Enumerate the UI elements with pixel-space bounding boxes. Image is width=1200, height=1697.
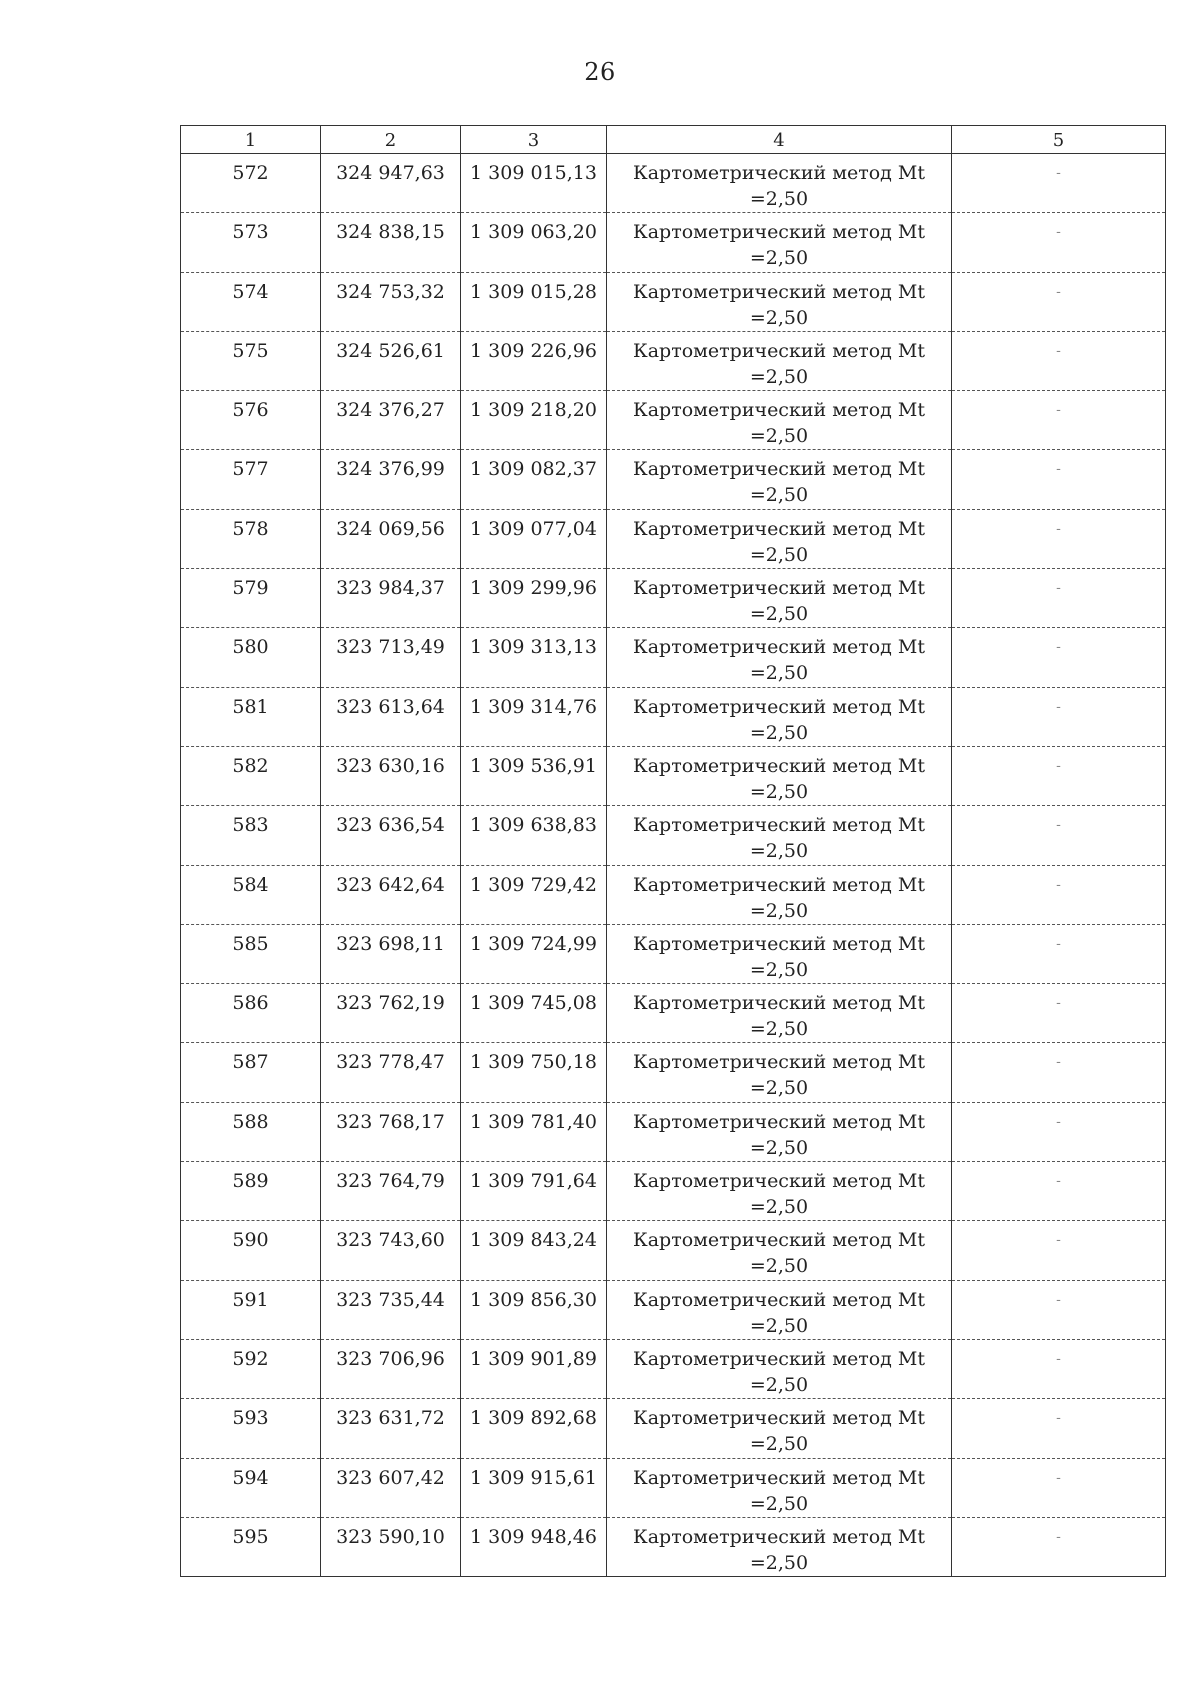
method-cell — [607, 1221, 952, 1280]
y-coordinate-cell: 1 309 781,40 — [461, 1102, 607, 1161]
method-text: Картометрический метод Mt — [633, 814, 925, 837]
x-coordinate-cell: 323 713,49 — [321, 628, 461, 687]
point-number-cell: 578 — [181, 509, 321, 568]
y-coordinate-cell: 1 309 745,08 — [461, 984, 607, 1043]
accuracy-value: =2,50 — [749, 425, 809, 448]
accuracy-value: =2,50 — [749, 958, 809, 981]
x-coordinate-cell: 323 607,42 — [321, 1458, 461, 1517]
remark-cell: - — [952, 1102, 1166, 1161]
method-cell — [607, 1339, 952, 1398]
accuracy-value: =2,50 — [749, 603, 809, 626]
remark-cell: - — [952, 331, 1166, 390]
remark-cell: - — [952, 391, 1166, 450]
method-text: Картометрический метод Mt — [633, 1110, 925, 1133]
method-cell — [607, 1102, 952, 1161]
point-number-cell: 583 — [181, 806, 321, 865]
remark-cell: - — [952, 1399, 1166, 1458]
method-text: Картометрический метод Mt — [633, 754, 925, 777]
method-cell — [607, 213, 952, 272]
accuracy-value: =2,50 — [749, 840, 809, 863]
y-coordinate-cell: 1 309 015,28 — [461, 272, 607, 331]
method-cell — [607, 746, 952, 805]
accuracy-value: =2,50 — [749, 1018, 809, 1041]
accuracy-value: =2,50 — [749, 1373, 809, 1396]
y-coordinate-cell: 1 309 063,20 — [461, 213, 607, 272]
y-coordinate-cell: 1 309 226,96 — [461, 331, 607, 390]
remark-cell: - — [952, 865, 1166, 924]
y-coordinate-cell: 1 309 724,99 — [461, 924, 607, 983]
point-number-cell: 594 — [181, 1458, 321, 1517]
method-cell — [607, 1399, 952, 1458]
x-coordinate-cell: 323 778,47 — [321, 1043, 461, 1102]
point-number-cell: 592 — [181, 1339, 321, 1398]
x-coordinate-cell: 323 636,54 — [321, 806, 461, 865]
x-coordinate-cell: 323 590,10 — [321, 1517, 461, 1576]
method-text: Картометрический метод Mt — [633, 1347, 925, 1370]
x-coordinate-cell: 323 630,16 — [321, 746, 461, 805]
method-cell — [607, 984, 952, 1043]
point-number-cell: 576 — [181, 391, 321, 450]
remark-cell: - — [952, 1280, 1166, 1339]
method-cell — [607, 806, 952, 865]
point-number-cell: 579 — [181, 569, 321, 628]
method-cell — [607, 272, 952, 331]
y-coordinate-cell: 1 309 638,83 — [461, 806, 607, 865]
x-coordinate-cell: 323 631,72 — [321, 1399, 461, 1458]
table-row — [181, 1102, 1166, 1161]
accuracy-value: =2,50 — [749, 484, 809, 507]
method-cell — [607, 450, 952, 509]
y-coordinate-cell: 1 309 536,91 — [461, 746, 607, 805]
accuracy-value: =2,50 — [749, 662, 809, 685]
method-text: Картометрический метод Mt — [633, 339, 925, 362]
table-row — [181, 331, 1166, 390]
accuracy-value: =2,50 — [749, 365, 809, 388]
table-row — [181, 924, 1166, 983]
remark-cell: - — [952, 1458, 1166, 1517]
remark-cell: - — [952, 1162, 1166, 1221]
accuracy-value: =2,50 — [749, 306, 809, 329]
y-coordinate-cell: 1 309 082,37 — [461, 450, 607, 509]
point-number-cell: 581 — [181, 687, 321, 746]
y-coordinate-cell: 1 309 892,68 — [461, 1399, 607, 1458]
point-number-cell: 572 — [181, 154, 321, 213]
method-text: Картометрический метод Mt — [633, 1170, 925, 1193]
method-cell — [607, 1043, 952, 1102]
accuracy-value: =2,50 — [749, 1255, 809, 1278]
coordinates-table — [180, 125, 1166, 1577]
remark-cell: - — [952, 1339, 1166, 1398]
y-coordinate-cell: 1 309 948,46 — [461, 1517, 607, 1576]
method-text: Картометрический метод Mt — [633, 1229, 925, 1252]
remark-cell: - — [952, 213, 1166, 272]
x-coordinate-cell: 323 642,64 — [321, 865, 461, 924]
x-coordinate-cell: 323 768,17 — [321, 1102, 461, 1161]
point-number-cell: 580 — [181, 628, 321, 687]
table-row — [181, 391, 1166, 450]
accuracy-value: =2,50 — [749, 1077, 809, 1100]
table-row — [181, 628, 1166, 687]
method-cell — [607, 569, 952, 628]
table-row — [181, 746, 1166, 805]
y-coordinate-cell: 1 309 218,20 — [461, 391, 607, 450]
table-row — [181, 865, 1166, 924]
x-coordinate-cell: 323 984,37 — [321, 569, 461, 628]
method-cell — [607, 1162, 952, 1221]
method-text: Картометрический метод Mt — [633, 992, 925, 1015]
accuracy-value: =2,50 — [749, 1314, 809, 1337]
accuracy-value: =2,50 — [749, 247, 809, 270]
method-cell — [607, 687, 952, 746]
method-text: Картометрический метод Mt — [633, 695, 925, 718]
method-cell — [607, 1517, 952, 1576]
y-coordinate-cell: 1 309 750,18 — [461, 1043, 607, 1102]
table-row — [181, 272, 1166, 331]
method-cell — [607, 865, 952, 924]
point-number-cell: 584 — [181, 865, 321, 924]
method-text: Картометрический метод Mt — [633, 636, 925, 659]
point-number-cell: 573 — [181, 213, 321, 272]
table-row — [181, 509, 1166, 568]
x-coordinate-cell: 323 735,44 — [321, 1280, 461, 1339]
method-text: Картометрический метод Mt — [633, 458, 925, 481]
point-number-cell: 574 — [181, 272, 321, 331]
accuracy-value: =2,50 — [749, 721, 809, 744]
method-cell — [607, 331, 952, 390]
point-number-cell: 591 — [181, 1280, 321, 1339]
method-text: Картометрический метод Mt — [633, 1466, 925, 1489]
accuracy-value: =2,50 — [749, 1136, 809, 1159]
table-row — [181, 1162, 1166, 1221]
remark-cell: - — [952, 1043, 1166, 1102]
table-row — [181, 1339, 1166, 1398]
remark-cell: - — [952, 687, 1166, 746]
x-coordinate-cell: 323 698,11 — [321, 924, 461, 983]
x-coordinate-cell: 324 947,63 — [321, 154, 461, 213]
point-number-cell: 593 — [181, 1399, 321, 1458]
column-header-4: 4 — [607, 126, 952, 154]
accuracy-value: =2,50 — [749, 543, 809, 566]
page-number: 26 — [584, 58, 616, 86]
remark-cell: - — [952, 924, 1166, 983]
y-coordinate-cell: 1 309 915,61 — [461, 1458, 607, 1517]
table-row — [181, 569, 1166, 628]
table-row — [181, 1399, 1166, 1458]
point-number-cell: 590 — [181, 1221, 321, 1280]
accuracy-value: =2,50 — [749, 899, 809, 922]
method-text: Картометрический метод Mt — [633, 1051, 925, 1074]
accuracy-value: =2,50 — [749, 1433, 809, 1456]
remark-cell: - — [952, 569, 1166, 628]
table-row — [181, 687, 1166, 746]
x-coordinate-cell: 324 526,61 — [321, 331, 461, 390]
column-header-1: 1 — [181, 126, 321, 154]
point-number-cell: 586 — [181, 984, 321, 1043]
table-row — [181, 1280, 1166, 1339]
method-cell — [607, 1280, 952, 1339]
accuracy-value: =2,50 — [749, 1492, 809, 1515]
y-coordinate-cell: 1 309 729,42 — [461, 865, 607, 924]
remark-cell: - — [952, 746, 1166, 805]
x-coordinate-cell: 323 764,79 — [321, 1162, 461, 1221]
y-coordinate-cell: 1 309 077,04 — [461, 509, 607, 568]
table-row — [181, 806, 1166, 865]
point-number-cell: 585 — [181, 924, 321, 983]
table-body — [181, 154, 1166, 1577]
y-coordinate-cell: 1 309 843,24 — [461, 1221, 607, 1280]
x-coordinate-cell: 323 706,96 — [321, 1339, 461, 1398]
column-header-2: 2 — [321, 126, 461, 154]
table-header-row — [181, 126, 1166, 154]
y-coordinate-cell: 1 309 299,96 — [461, 569, 607, 628]
method-text: Картометрический метод Mt — [633, 221, 925, 244]
table-row — [181, 154, 1166, 213]
y-coordinate-cell: 1 309 901,89 — [461, 1339, 607, 1398]
method-cell — [607, 1458, 952, 1517]
remark-cell: - — [952, 1517, 1166, 1576]
x-coordinate-cell: 324 069,56 — [321, 509, 461, 568]
remark-cell: - — [952, 272, 1166, 331]
remark-cell: - — [952, 1221, 1166, 1280]
x-coordinate-cell: 324 753,32 — [321, 272, 461, 331]
table-row — [181, 984, 1166, 1043]
method-text: Картометрический метод Mt — [633, 1525, 925, 1548]
method-text: Картометрический метод Mt — [633, 1407, 925, 1430]
method-cell — [607, 628, 952, 687]
x-coordinate-cell: 324 376,99 — [321, 450, 461, 509]
y-coordinate-cell: 1 309 313,13 — [461, 628, 607, 687]
method-text: Картометрический метод Mt — [633, 280, 925, 303]
point-number-cell: 575 — [181, 331, 321, 390]
accuracy-value: =2,50 — [749, 780, 809, 803]
y-coordinate-cell: 1 309 015,13 — [461, 154, 607, 213]
method-cell — [607, 924, 952, 983]
y-coordinate-cell: 1 309 791,64 — [461, 1162, 607, 1221]
method-text: Картометрический метод Mt — [633, 932, 925, 955]
point-number-cell: 582 — [181, 746, 321, 805]
y-coordinate-cell: 1 309 314,76 — [461, 687, 607, 746]
x-coordinate-cell: 324 376,27 — [321, 391, 461, 450]
method-text: Картометрический метод Mt — [633, 1288, 925, 1311]
table-row — [181, 450, 1166, 509]
method-text: Картометрический метод Mt — [633, 517, 925, 540]
accuracy-value: =2,50 — [749, 1551, 809, 1574]
remark-cell: - — [952, 984, 1166, 1043]
point-number-cell: 587 — [181, 1043, 321, 1102]
point-number-cell: 595 — [181, 1517, 321, 1576]
table-row — [181, 1221, 1166, 1280]
point-number-cell: 589 — [181, 1162, 321, 1221]
remark-cell: - — [952, 450, 1166, 509]
y-coordinate-cell: 1 309 856,30 — [461, 1280, 607, 1339]
table-row — [181, 1043, 1166, 1102]
x-coordinate-cell: 324 838,15 — [321, 213, 461, 272]
method-cell — [607, 509, 952, 568]
x-coordinate-cell: 323 613,64 — [321, 687, 461, 746]
x-coordinate-cell: 323 762,19 — [321, 984, 461, 1043]
method-cell — [607, 391, 952, 450]
accuracy-value: =2,50 — [749, 1196, 809, 1219]
method-text: Картометрический метод Mt — [633, 577, 925, 600]
remark-cell: - — [952, 806, 1166, 865]
method-text: Картометрический метод Mt — [633, 873, 925, 896]
table-row — [181, 213, 1166, 272]
remark-cell: - — [952, 509, 1166, 568]
table-row — [181, 1458, 1166, 1517]
remark-cell: - — [952, 154, 1166, 213]
column-header-5: 5 — [952, 126, 1166, 154]
method-cell — [607, 154, 952, 213]
accuracy-value: =2,50 — [749, 188, 809, 210]
point-number-cell: 577 — [181, 450, 321, 509]
table-row — [181, 1517, 1166, 1576]
remark-cell: - — [952, 628, 1166, 687]
x-coordinate-cell: 323 743,60 — [321, 1221, 461, 1280]
method-text: Картометрический метод Mt — [633, 162, 925, 184]
method-text: Картометрический метод Mt — [633, 399, 925, 422]
column-header-3: 3 — [461, 126, 607, 154]
point-number-cell: 588 — [181, 1102, 321, 1161]
